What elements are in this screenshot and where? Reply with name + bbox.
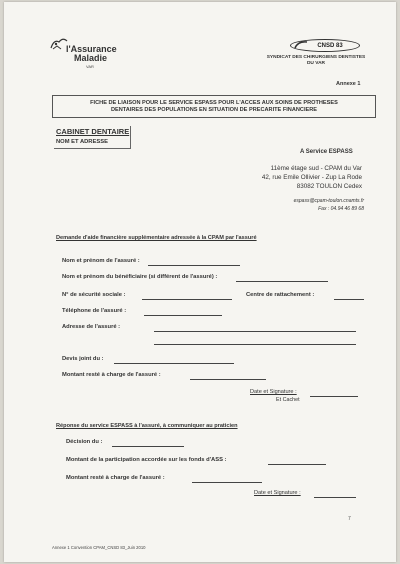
field-label-nom-assure: Nom et prénom de l'assuré : xyxy=(62,258,140,264)
cabinet-sub-label: NOM ET ADRESSE xyxy=(56,139,108,145)
logo-line2: Maladie xyxy=(74,53,108,63)
section2-title: Réponse du service ESPASS à l'assuré, à communiquer au praticien xyxy=(56,423,238,429)
cnsd-badge-label: CNSD 83 xyxy=(317,42,343,49)
field-line-montant[interactable] xyxy=(190,379,266,380)
field-line-devis[interactable] xyxy=(114,363,234,364)
title-line2: DENTAIRES DES POPULATIONS EN SITUATION DE PRECARITE FINANCIERE xyxy=(110,106,318,113)
field-line-decision[interactable] xyxy=(112,446,184,447)
field-label-adresse: Adresse de l'assuré : xyxy=(62,324,121,330)
page-mark: 7 xyxy=(348,516,351,522)
section1-cachet: Et Cachet xyxy=(276,397,300,403)
field-label-participation: Montant de la participation accordée sur les fonds d'ASS : xyxy=(66,457,227,463)
logo-line3: VAR xyxy=(86,64,94,69)
footer-text: Annexe 1 Convention CPAM_CNSD 83_Juin 2010 xyxy=(52,545,146,550)
field-line-participation[interactable] xyxy=(268,464,326,465)
section1-signature-line[interactable] xyxy=(310,396,358,397)
syndicat-line1: SYNDICAT DES CHIRURGIENS DENTISTES xyxy=(266,55,366,60)
cnsd-swoosh-icon xyxy=(294,40,308,49)
field-label-devis: Devis joint du : xyxy=(62,356,104,362)
field-line-adresse-1[interactable] xyxy=(154,331,356,332)
field-label-montant: Montant resté à charge de l'assuré : xyxy=(62,372,161,378)
section1-title: Demande d'aide financière supplémentaire adressée à la CPAM par l'assuré xyxy=(56,235,257,241)
annexe-label: Annexe 1 xyxy=(336,81,361,87)
cabinet-label: CABINET DENTAIRE xyxy=(56,127,130,136)
recipient-email: espass@cpam-toulon.cnamts.fr xyxy=(293,198,364,204)
recipient-addr3: 83082 TOULON Cedex xyxy=(296,183,362,190)
syndicat-name xyxy=(256,55,376,67)
recipient-addr2: 42, rue Emile Ollivier - Zup La Rode xyxy=(261,174,362,181)
field-line-montant-2[interactable] xyxy=(192,482,262,483)
recipient-fax: Fax : 04.94 46 89 68 xyxy=(318,206,364,212)
field-line-centre[interactable] xyxy=(334,299,364,300)
field-label-decision: Décision du : xyxy=(66,439,103,445)
field-label-secu: N° de sécurité sociale : xyxy=(62,292,126,298)
recipient-service: A Service ESPASS xyxy=(300,149,353,155)
field-line-nom-assure[interactable] xyxy=(148,265,240,266)
syndicat-line2: DU VAR xyxy=(306,61,326,66)
field-label-telephone: Téléphone de l'assuré : xyxy=(62,308,127,314)
title-line1: FICHE DE LIAISON POUR LE SERVICE ESPASS POUR L'ACCES AUX SOINS DE PROTHESES xyxy=(90,99,338,106)
field-label-nom-beneficiaire: Nom et prénom du bénéficiaire (si différent de l'assuré) : xyxy=(62,274,218,280)
field-label-montant-2: Montant resté à charge de l'assuré : xyxy=(66,475,165,481)
field-line-nom-beneficiaire[interactable] xyxy=(236,281,328,282)
form-title-box xyxy=(52,95,376,118)
logo-line1: l'Assurance xyxy=(66,44,117,54)
field-line-adresse-2[interactable] xyxy=(154,344,356,345)
section2-signature-line[interactable] xyxy=(314,497,356,498)
document-page xyxy=(4,2,396,562)
section1-signature-label: Date et Signature : xyxy=(250,389,297,395)
field-line-secu[interactable] xyxy=(142,299,232,300)
section2-signature-label: Date et Signature : xyxy=(254,490,301,496)
field-line-telephone[interactable] xyxy=(144,315,222,316)
field-label-centre: Centre de rattachement : xyxy=(246,292,315,298)
recipient-addr1: 11ème étage sud - CPAM du Var xyxy=(270,165,362,172)
